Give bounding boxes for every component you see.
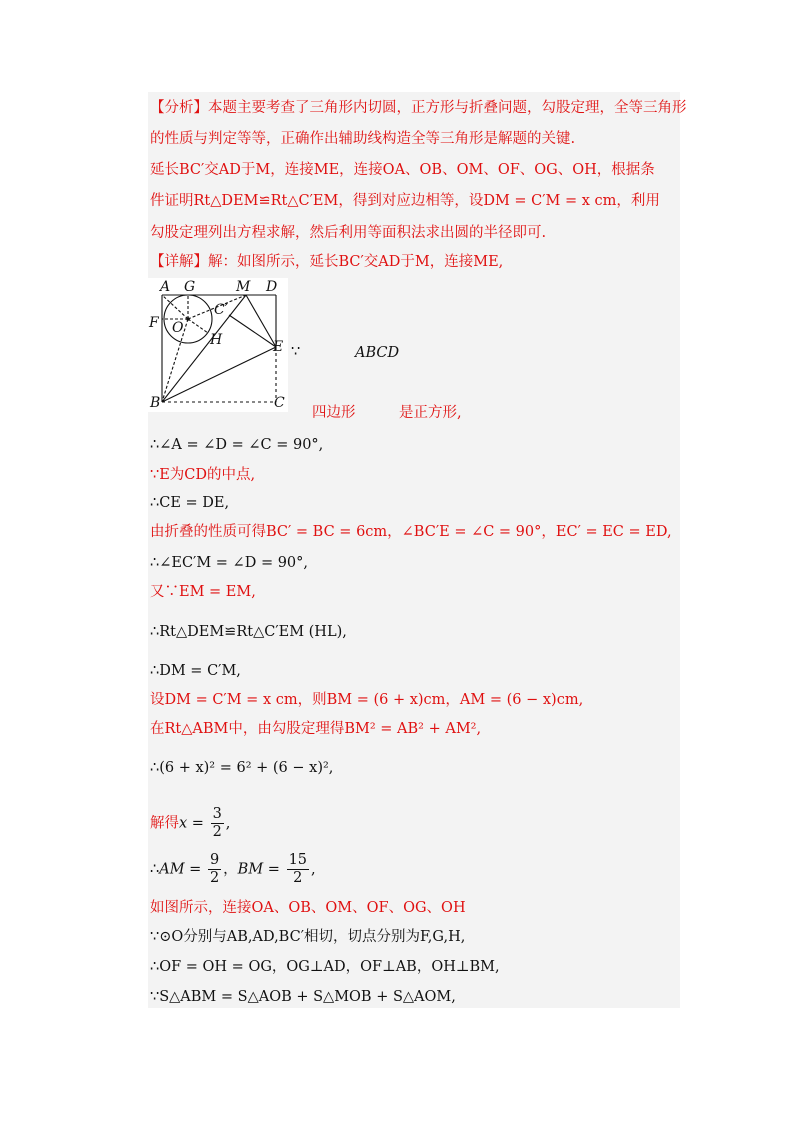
step-2: ∵E为CD的中点, bbox=[150, 467, 256, 483]
detail-intro: 【详解】解：如图所示，延长BC′交AD于M，连接ME, bbox=[150, 254, 504, 270]
step-14: 如图所示，连接OA、OB、OM、OF、OG、OH bbox=[150, 900, 466, 916]
aside-quadrilateral: 四边形 bbox=[312, 405, 356, 421]
fraction-bm: $\frac{15}{2}$ bbox=[288, 852, 308, 886]
step-1: ∴∠A = ∠D = ∠C = 90°, bbox=[150, 437, 324, 453]
fraction-x: $\frac{3}{2}$ bbox=[212, 806, 222, 840]
label-b: B bbox=[150, 395, 161, 411]
aside-is-square: 是正方形, bbox=[399, 405, 462, 421]
step-6: 又∵EM = EM, bbox=[150, 584, 256, 600]
center-dot bbox=[186, 317, 190, 321]
step-12: 解得x = $\frac{3}{2}$ , bbox=[150, 806, 231, 840]
step-9: 设DM = C′M = x cm，则BM = (6 + x)cm，AM = (6 − x)cm, bbox=[150, 692, 584, 708]
label-a: A bbox=[160, 279, 171, 295]
fraction-am: $\frac{9}{2}$ bbox=[209, 852, 220, 886]
detail-tag: 【详解】 bbox=[150, 254, 208, 270]
label-h: H bbox=[210, 332, 223, 348]
label-f: F bbox=[149, 315, 159, 331]
step-15: ∵⊙O分别与AB,AD,BC′相切，切点分别为F,G,H, bbox=[150, 929, 466, 945]
step-8: ∴DM = C′M, bbox=[150, 663, 241, 679]
step-5: ∴∠EC′M = ∠D = 90°, bbox=[150, 555, 309, 571]
step-17: ∵S△ABM = S△AOB + S△MOB + S△AOM, bbox=[150, 989, 456, 1005]
label-c-prime: C′ bbox=[214, 302, 228, 318]
step-13: ∴AM = $\frac{9}{2}$ ，BM = $\frac{15}{2}$ , bbox=[150, 852, 316, 886]
label-e: E bbox=[273, 339, 284, 355]
geometry-figure bbox=[148, 278, 288, 412]
aside-because: ∵ bbox=[291, 344, 301, 360]
step-16: ∴OF = OH = OG，OG⊥AD，OF⊥AB，OH⊥BM, bbox=[150, 959, 500, 975]
analysis-line-5: 勾股定理列出方程求解，然后利用等面积法求出圆的半径即可. bbox=[150, 225, 547, 241]
label-m: M bbox=[236, 279, 251, 295]
step-11: ∴(6 + x)² = 6² + (6 − x)², bbox=[150, 760, 334, 776]
label-d: D bbox=[266, 279, 278, 295]
aside-abcd: ABCD bbox=[355, 345, 400, 361]
step-10: 在Rt△ABM中，由勾股定理得BM² = AB² + AM², bbox=[150, 721, 482, 737]
analysis-line-1: 【分析】本题主要考查了三角形内切圆，正方形与折叠问题，勾股定理，全等三角形 bbox=[150, 100, 687, 116]
label-c: C bbox=[274, 395, 285, 411]
step-3: ∴CE = DE, bbox=[150, 495, 230, 511]
step-4: 由折叠的性质可得BC′ = BC = 6cm，∠BC′E = ∠C = 90°，EC′ = EC = ED, bbox=[150, 524, 672, 540]
analysis-line-3: 延长BC′交AD于M，连接ME，连接OA、OB、OM、OF、OG、OH，根据条 bbox=[150, 162, 655, 178]
step-7: ∴Rt△DEM≌Rt△C′EM (HL), bbox=[150, 624, 347, 640]
analysis-line-2: 的性质与判定等等，正确作出辅助线构造全等三角形是解题的关键. bbox=[150, 131, 576, 147]
label-g: G bbox=[184, 279, 196, 295]
analysis-tag: 【分析】 bbox=[150, 100, 208, 116]
label-o: O bbox=[172, 320, 184, 336]
analysis-line-4: 件证明Rt△DEM≌Rt△C′EM，得到对应边相等，设DM = C′M = x cm，利用 bbox=[150, 193, 660, 209]
